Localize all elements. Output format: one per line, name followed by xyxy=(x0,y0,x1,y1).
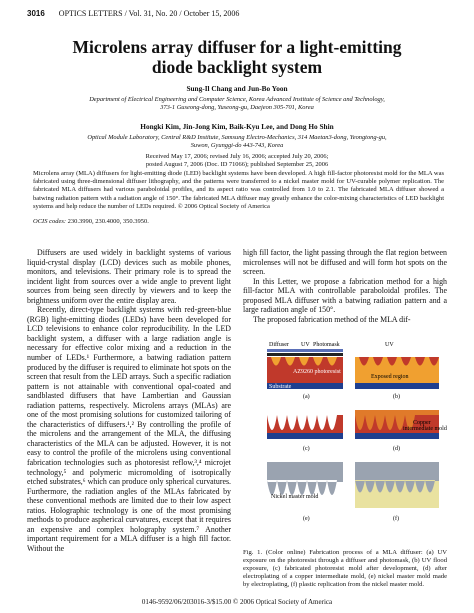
title-line-2: diode backlight system xyxy=(151,57,323,77)
panel-f xyxy=(355,462,439,522)
label-nickel: Nickel master mold xyxy=(271,494,319,500)
photomask-layer xyxy=(267,353,343,356)
affiliation-line: 373-1 Guseong-dong, Yuseong-gu, Daejeon 305-701, Korea xyxy=(160,104,314,111)
ocis-values: 230.3990, 230.4000, 350.3950. xyxy=(67,218,149,225)
authors-primary: Sung-Il Chang and Jun-Bo Yoon xyxy=(186,84,288,93)
label-photoresist: AZ9260 photoresist xyxy=(293,369,341,375)
right-column xyxy=(243,248,447,324)
label-uv-b: UV xyxy=(385,342,394,348)
figure-1 xyxy=(243,340,447,545)
panel-e-label: (e) xyxy=(303,516,310,522)
panel-d xyxy=(355,410,447,452)
label-exposed: Exposed region xyxy=(371,374,409,380)
affiliation-secondary xyxy=(12,134,462,150)
photoresist-mold xyxy=(267,415,343,433)
panel-b xyxy=(355,342,439,400)
label-substrate: Substrate xyxy=(269,384,292,390)
affiliation-line: Suwon, Gyunggi-do 443-743, Korea xyxy=(190,142,284,149)
affiliation-primary xyxy=(12,96,462,112)
abstract: Microlens array (MLA) diffusers for light-emitting diode (LED) backlight systems have been developed. A high fill-factor photoresist mold for the MLA was fabricated using three-dimensional diffuser lithography, and the patterns were transferred to a nickel master mold for UV-curable polymer replication. The fabricated MLA diffusers had various paraboloidal profiles, and its aspect ratio was controlled from 1.0 to 2.1. The fabricated MLA diffuser showed a batwing radiation pattern with a radiation angle of 150°. The fabricated MLA diffuser may greatly enhance the color-mixing characteristics of LED backlight systems and help reduce the number of LEDs required. © 2006 Optical Society of America xyxy=(33,170,444,210)
panel-e xyxy=(267,462,343,522)
panel-a xyxy=(267,341,343,400)
label-uv: UV xyxy=(301,342,310,348)
paragraph: Diffusers are used widely in backlight systems of various liquid-crystal display (LCD) devices such as mobile phones, monitors, and televisions. Their primary role is to spread the incident light from sources over a wide angle to prevent light sources from being seen directly by viewers and to keep the brightness uniform over the entire display area. xyxy=(27,248,231,305)
diffuser-layer xyxy=(267,349,343,352)
panel-a-label: (a) xyxy=(303,394,310,400)
paragraph: In this Letter, we propose a fabrication method for a high fill-factor MLA with controllable paraboloidal profiles. The proposed MLA diffuser with a batwing radiation pattern and a large radiation angle of 150°. xyxy=(243,276,447,315)
ocis-label: OCIS codes: xyxy=(33,218,67,225)
substrate-layer-b xyxy=(355,383,439,389)
page-footer: 0146-9592/06/203016-3/$15.00 © 2006 Optical Society of America xyxy=(141,598,333,606)
panel-c-label: (c) xyxy=(303,446,310,452)
paragraph: The proposed fabrication method of the MLA dif- xyxy=(253,314,411,324)
substrate-layer-d xyxy=(355,433,439,439)
paragraph: high fill factor, the light passing through the flat region between microlenses will not be diffused and will form hot spots on the screen. xyxy=(243,248,447,277)
panel-f-label: (f) xyxy=(393,516,399,522)
panel-b-label: (b) xyxy=(393,394,400,400)
nickel-lenses xyxy=(267,480,343,495)
article-title xyxy=(0,37,474,77)
nickel-mold-f xyxy=(355,462,439,480)
page-number: 3016 xyxy=(27,9,45,18)
panel-d-label: (d) xyxy=(393,446,400,452)
ocis-codes xyxy=(33,218,149,225)
figure-caption: Fig. 1. (Color online) Fabrication process of a MLA diffuser: (a) UV exposure on the photoresist through a diffuser and photomask, (b) UV flood exposure, (c) fabricated photoresist mold after development, (d) after electroplating of a copper intermediate mold, (e) nickel master mold made by electroplating, (f) plastic replication from the nickel master mold. xyxy=(243,549,447,588)
label-copper: Copper xyxy=(413,420,431,426)
affiliation-line: Department of Electrical Engineering and Computer Science, Korea Advanced Institute of Science and Technology, xyxy=(89,96,385,103)
label-intermediate: intermediate mold xyxy=(403,426,447,432)
received-line: Received May 17, 2006; revised July 16, 2006; accepted July 20, 2006; xyxy=(145,153,329,160)
fabrication-diagram xyxy=(243,340,447,545)
received-line: posted August 7, 2006 (Doc. ID 71066); published September 25, 2006 xyxy=(145,161,329,168)
substrate-layer-c xyxy=(267,433,343,439)
label-photomask: Photomask xyxy=(313,342,340,348)
paragraph: Recently, direct-type backlight systems with red-green-blue (RGB) light-emitting diodes (LEDs) have been developed for LCD televisions to enhance color reproducibility. In the LED backlight system, a diffuser with a large radiation angle is necessary for effective color mixing and a reduction in the number of LEDs.¹ Furthermore, a batwing radiation pattern produced by the diffuser is required to eliminate hot spots on the screen that result from the LED arrays. Such a specific radiation pattern is not attainable with conventional opal-coated and sandblasted diffusers that have Lambertian and Gaussian radiation patterns, respectively. Microlens arrays (MLAs) are one of the most promising solutions for customized tailoring of the characteristics of diffusers.¹,² By controlling the profile of the microlens and the arrangement of the MLA, the diffusing characteristics of the MLA can be adjusted. However, it is not easy to control the profile of the microlens using conventional fabrication technologies such as photoresist reflow,³,⁴ microjet technology,⁵ and polymeric micromolding of isotropically etched substrates,⁶ which can produce only spherical curvatures. Furthermore, the radiation angles of the MLAs fabricated by these conventional methods are limited due to their low aspect ratios. Holographic technology is one of the most promising methods to produce aspherical curvatures, except that it requires an expensive and complex holography system.⁷ Another important requirement for a MLA diffuser is a high fill factor. Without the xyxy=(27,305,231,553)
authors-secondary: Hongki Kim, Jin-Jong Kim, Baik-Kyu Lee, and Dong Ho Shin xyxy=(140,122,334,131)
received-dates xyxy=(0,153,474,169)
journal-citation: OPTICS LETTERS / Vol. 31, No. 20 / October 15, 2006 xyxy=(58,9,240,18)
label-diffuser: Diffuser xyxy=(269,342,289,348)
running-header xyxy=(27,9,239,18)
left-column xyxy=(27,248,231,554)
panel-c xyxy=(267,415,343,452)
affiliation-line: Optical Module Laboratory, Central R&D Institute, Samsung Electro-Mechanics, 314 Maetan3-dong, Yeongtong-gu, xyxy=(87,134,387,141)
title-line-1: Microlens array diffuser for a light-emitting xyxy=(72,37,402,57)
nickel-mold xyxy=(267,462,343,480)
